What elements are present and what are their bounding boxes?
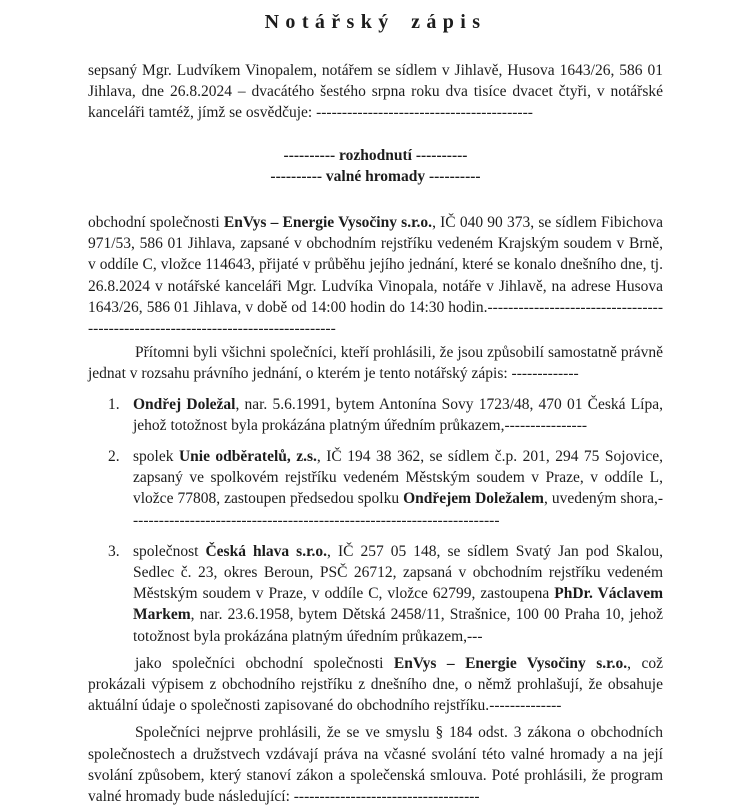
list-item-text <box>133 448 663 529</box>
text-segment: ------------- <box>511 365 579 383</box>
text-segment: společnost <box>133 542 206 560</box>
list-item-number: 1. <box>108 395 120 413</box>
text-segment: PhDr. Václavem Markem <box>133 585 663 624</box>
text-segment: Unie odběratelů, z.s. <box>178 448 317 466</box>
document-title: Notářský zápis <box>264 11 487 33</box>
intro-paragraph <box>88 60 663 124</box>
text-segment: ------------------------------------ <box>293 788 480 806</box>
text-segment: Česká hlava s.r.o. <box>205 542 328 560</box>
text-segment: EnVys – Energie Vysočiny s.r.o. <box>223 214 433 232</box>
partner-list-item-1 <box>88 394 663 436</box>
text-segment: , což prokázali výpisem z obchodního rejstříku z dnešního dne, o němž prohlašují, že obsahuje aktuální údaje o společnosti zapisované do obchodního rejstříku. <box>88 654 663 715</box>
list-item-number: 2. <box>108 448 120 466</box>
text-segment: sepsaný Mgr. Ludvíkem Vinopalem, notářem se sídlem v Jihlavě, Husova 1643/26, 586 01 Jihlava, dne 26.8.2024 – dvacátého šestého srpna roku dva tisíce dvacet čtyři, v notářské kanceláři tamtéž, jímž se osvědčuje: <box>88 62 663 122</box>
partner-list-item-2 <box>88 446 663 531</box>
text-segment: jako společníci obchodní společnosti <box>135 654 394 672</box>
present-partners-paragraph <box>88 342 663 384</box>
text-segment: , IČ 257 05 148, se sídlem Svatý Jan pod Skalou, Sedlec č. 23, okres Beroun, PSČ 26712, zapsaná v obchodním rejstříku vedeném Městským soudem v Praze, v oddíle C, vložce 62799, zastoupena <box>133 542 663 603</box>
text-segment: EnVys – Energie Vysočiny s.r.o. <box>393 654 628 672</box>
text-segment: Přítomni byli všichni společníci, kteří prohlásili, že jsou způsobilí samostatně právně jednat v rozsahu právního jednání, o kterém je tento notářský zápis: <box>88 344 663 383</box>
text-segment: , IČ 194 38 362, se sídlem č.p. 201, 294 75 Sojovice, zapsaný ve spolkovém rejstříku vedeném Městským soudem v Praze, v oddíle L, vložce 77808, zastoupen předsedou spolku <box>133 448 664 508</box>
partner-list-item-3 <box>88 541 663 647</box>
text-segment: Ondřejem Doležalem <box>403 490 544 508</box>
text-segment: --- <box>467 627 483 645</box>
text-segment: , uvedeným shora, <box>543 490 658 508</box>
list-item-number: 3. <box>108 542 120 560</box>
decision-heading-line-2: ---------- valné hromady ---------- <box>270 167 481 185</box>
text-segment: obchodní společnosti <box>88 214 224 232</box>
partners-list <box>88 394 663 647</box>
list-item-text <box>133 396 663 434</box>
decision-heading <box>88 145 663 187</box>
text-segment: ------------------------------------------------------------------------ <box>133 490 664 529</box>
as-partners-paragraph <box>88 653 663 717</box>
text-segment: spolek <box>133 448 179 466</box>
text-segment: -------------- <box>489 697 562 715</box>
text-segment: , nar. 23.6.1958, bytem Dětská 2458/11, Strašnice, 100 00 Praha 10, jehož totožnost byla prokázána platným úředním průkazem, <box>133 606 663 645</box>
text-segment: , IČ 040 90 373, se sídlem Fibichova 971/53, 586 01 Jihlava, zapsané v obchodním rejstříku vedeném Krajským soudem v Brně, v oddíle C, vložce 114643, přijaté v průběhu jejího jednání, které se konalo dnešního dne, tj. 26.8.2024 v notářské kanceláři Mgr. Ludvíka Vinopala, notáře v Jihlavě, na adrese Husova 1643/26, 586 01 Jihlava, v době od 14:00 hodin do 14:30 hodin. <box>88 214 664 316</box>
text-segment: Ondřej Doležal <box>133 395 236 413</box>
text-segment: Společníci nejprve prohlásili, že se ve smyslu § 184 odst. 3 zákona o obchodních společnostech a družstvech vzdávají práva na včasné svolání této valné hromady a na její svolání způsobem, který stanoví zákon a společenská smlouva. Poté prohlásili, že program valné hromady bude následující: <box>88 724 663 806</box>
waiver-paragraph <box>88 722 663 807</box>
text-segment: ---------------------------------------------------------------------------------- <box>88 298 663 338</box>
list-item-text <box>133 543 663 645</box>
text-segment: , nar. 5.6.1991, bytem Antonína Sovy 1723/48, 470 01 Česká Lípa, jehož totožnost byla prokázána platným úředním průkazem, <box>133 395 663 434</box>
decision-heading-line-1: ---------- rozhodnutí ---------- <box>283 146 468 164</box>
text-segment: ------------------------------------------ <box>316 104 533 122</box>
company-paragraph <box>88 212 663 339</box>
text-segment: ---------------- <box>504 416 588 434</box>
